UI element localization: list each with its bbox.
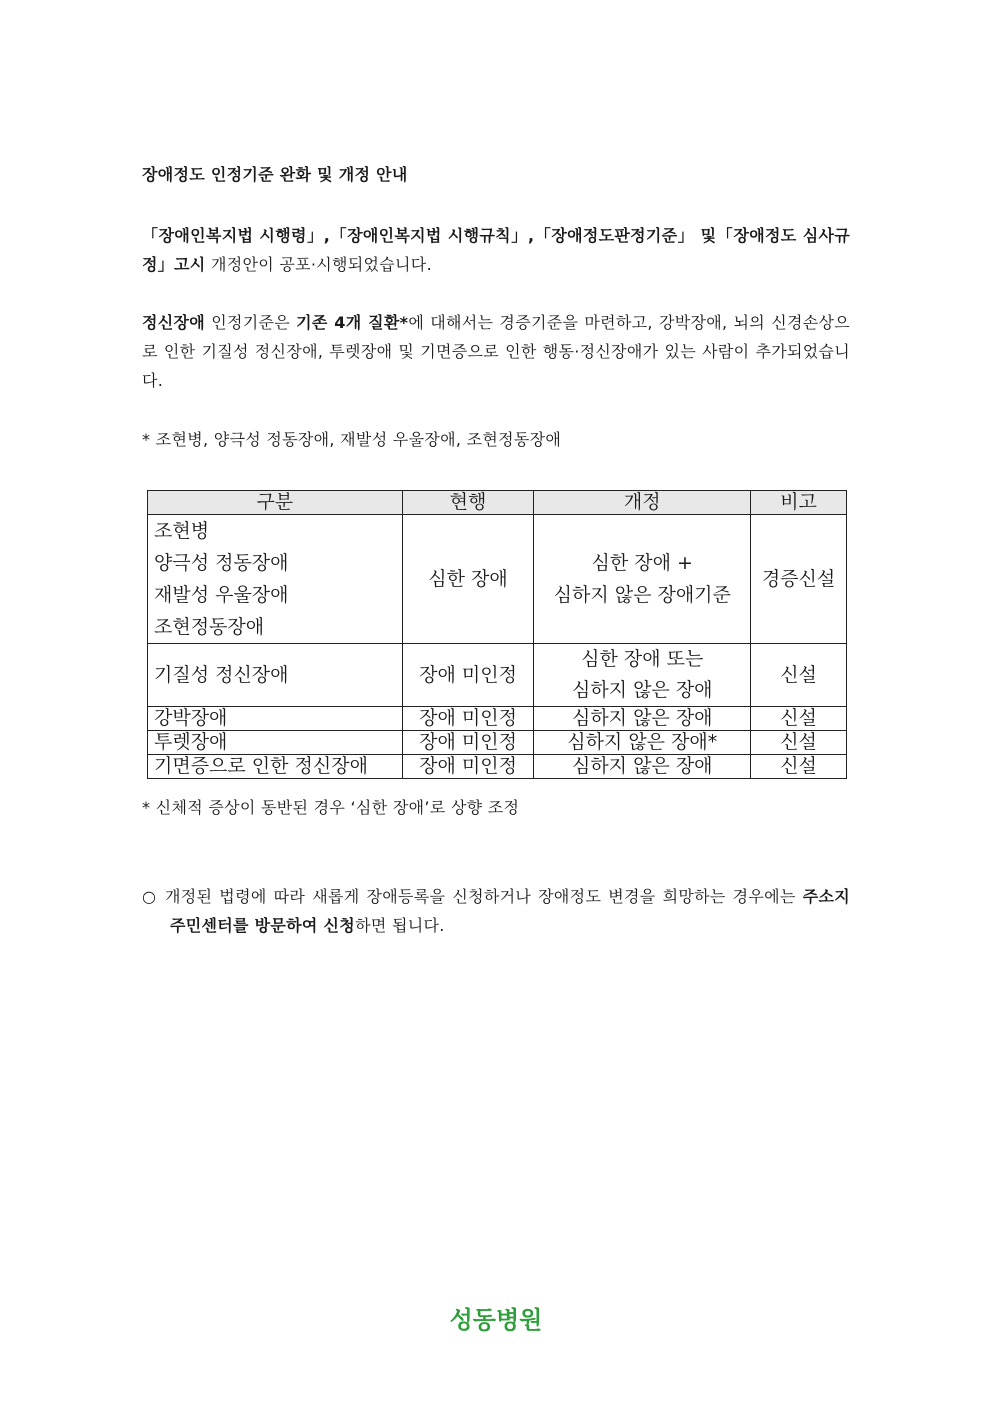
header-revised: 개정 — [534, 491, 751, 515]
law-revision-text: 개정안이 공포·시행되었습니다. — [205, 255, 432, 274]
criteria-table — [147, 490, 847, 779]
para2-text2: 에 대해서는 경증기준을 마련하고, 강박장애, 뇌의 신경손상으로 인한 기질성 정신장애, 투렛장애 및 기면증으로 인한 행동·정신장애가 있는 사람이 추가되었습니다. — [142, 313, 850, 390]
revised-line: 심한 장애 또는 — [581, 648, 704, 670]
existing-diseases-footnote: * 조현병, 양극성 정동장애, 재발성 우울장애, 조현정동장애 — [142, 430, 562, 449]
header-current: 현행 — [402, 491, 534, 515]
category-line: 조현병 — [154, 520, 210, 542]
row2-note: 신설 — [751, 644, 847, 707]
table-row — [148, 755, 847, 779]
circle-bullet-icon: ○ — [142, 887, 158, 906]
mental-disability-label: 정신장애 — [142, 313, 206, 332]
para2-text1: 인정기준은 — [205, 313, 297, 332]
document-title: 장애정도 인정기준 완화 및 개정 안내 — [142, 165, 408, 184]
application-instruction: 주소지 주민센터를 방문하여 신청 — [170, 887, 850, 935]
upgrade-footnote: * 신체적 증상이 동반된 경우 ‘심한 장애’로 상향 조정 — [142, 798, 520, 817]
row1-category — [148, 515, 403, 644]
row-category: 강박장애 — [148, 707, 403, 731]
table-row — [148, 644, 847, 707]
hospital-logo: 성동병원 — [449, 1306, 543, 1334]
table-row — [148, 515, 847, 644]
revised-line: 심하지 않은 장애 — [571, 679, 713, 701]
row2-revised — [534, 644, 751, 707]
table-row — [148, 707, 847, 731]
row-note: 신설 — [751, 755, 847, 779]
category-line: 양극성 정동장애 — [154, 552, 289, 574]
row-current: 장애 미인정 — [402, 731, 534, 755]
row1-note: 경증신설 — [751, 515, 847, 644]
table-header-row — [148, 491, 847, 515]
revised-line: 심한 장애 + — [591, 552, 693, 574]
row-revised: 심하지 않은 장애* — [534, 731, 751, 755]
row-revised: 심하지 않은 장애 — [534, 707, 751, 731]
table-row — [148, 731, 847, 755]
para3-text1: 개정된 법령에 따라 새롭게 장애등록을 신청하거나 장애정도 변경을 희망하는 경우에는 — [157, 887, 803, 906]
row1-revised — [534, 515, 751, 644]
category-line: 재발성 우울장애 — [154, 584, 289, 606]
row-category: 기면증으로 인한 정신장애 — [148, 755, 403, 779]
category-line: 조현정동장애 — [154, 616, 265, 638]
mental-disability-paragraph — [142, 308, 850, 395]
row-revised: 심하지 않은 장애 — [534, 755, 751, 779]
revised-line: 심하지 않은 장애기준 — [553, 584, 731, 606]
row-note: 신설 — [751, 707, 847, 731]
application-paragraph — [142, 882, 850, 940]
row-note: 신설 — [751, 731, 847, 755]
law-names: 「장애인복지법 시행령」,「장애인복지법 시행규칙」,「장애정도판정기준」 및「장애정도 심사규정」고시 — [142, 226, 850, 274]
row-category: 투렛장애 — [148, 731, 403, 755]
row1-current: 심한 장애 — [402, 515, 534, 644]
law-revision-paragraph — [142, 221, 850, 279]
para3-text2: 하면 됩니다. — [355, 916, 445, 935]
header-category: 구분 — [148, 491, 403, 515]
row-current: 장애 미인정 — [402, 707, 534, 731]
row2-current: 장애 미인정 — [402, 644, 534, 707]
existing-diseases-label: 기존 4개 질환* — [296, 313, 409, 332]
header-note: 비고 — [751, 491, 847, 515]
row-current: 장애 미인정 — [402, 755, 534, 779]
row2-category: 기질성 정신장애 — [148, 644, 403, 707]
